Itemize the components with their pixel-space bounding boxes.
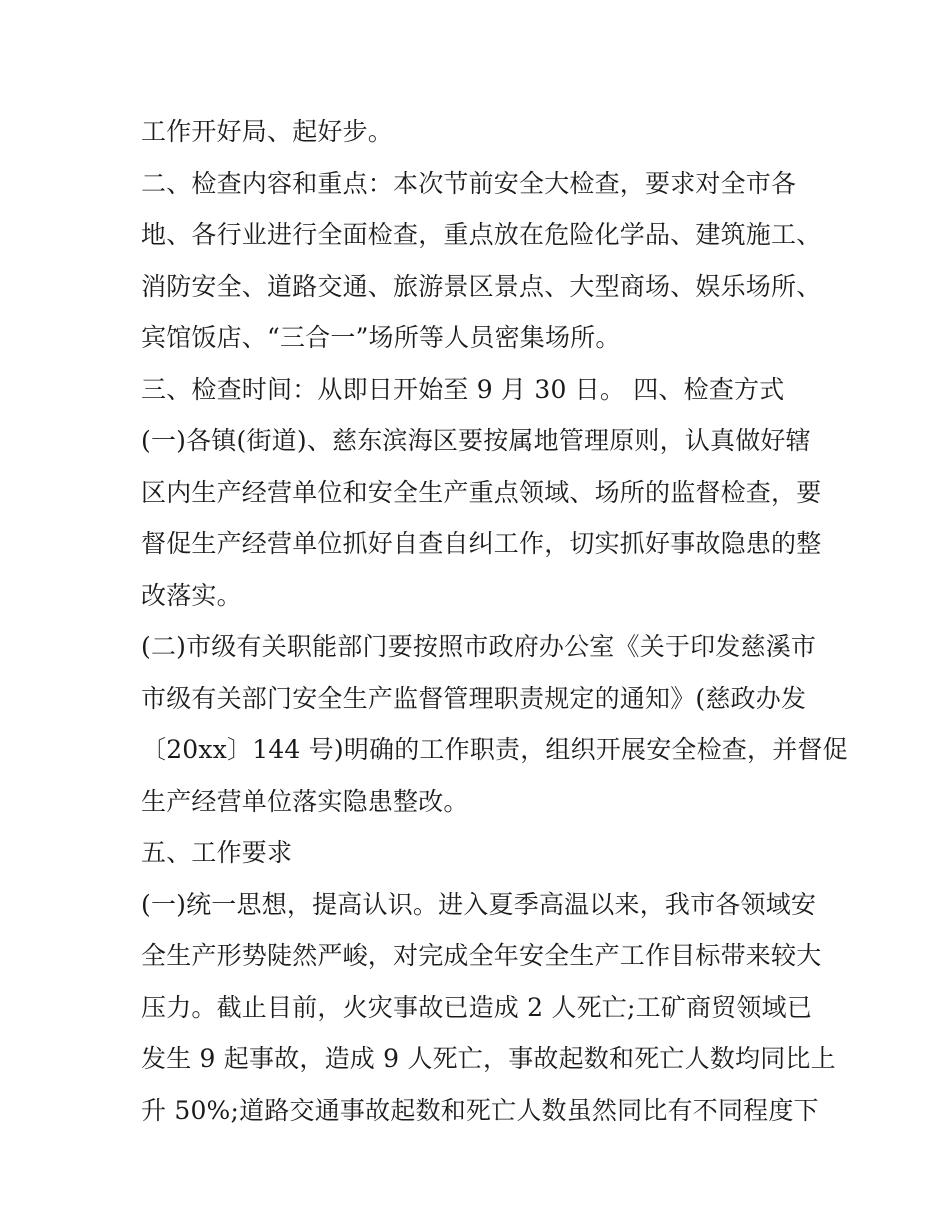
text-line: 地、各行业进行全面检查，重点放在危险化学品、建筑施工、 [141,220,822,249]
text-line: 五、工作要求 [141,838,293,867]
document-body [141,106,848,1136]
text-line: 三、检查时间：从即日开始至 9 月 30 日。 四、检查方式 [141,374,785,404]
text-line: 发生 9 起事故，造成 9 人死亡，事故起数和死亡人数均同比上 [141,1044,836,1073]
text-line: 二、检查内容和重点：本次节前安全大检查，要求对全市各 [141,168,797,198]
text-line: 压力。截止目前，火灾事故已造成 2 人死亡;工矿商贸领域已 [141,992,813,1022]
text-line: (二)市级有关职能部门要按照市政府办公室《关于印发慈溪市 [141,632,817,661]
text-line: 改落实。 [141,580,242,610]
text-line: 工作开好局、起好步。 [141,117,394,146]
text-line: 区内生产经营单位和安全生产重点领域、场所的监督检查，要 [141,477,822,507]
text-line: (一)各镇(街道)、慈东滨海区要按属地管理原则，认真做好辖 [141,426,811,455]
text-line: (一)统一思想，提高认识。进入夏季高温以来，我市各领域安 [141,889,817,919]
text-line: 宾馆饭店、“三合一”场所等人员密集场所。 [141,323,621,352]
text-line: 全生产形势陡然严峻，对完成全年安全生产工作目标带来较大 [141,941,822,970]
text-line: 消防安全、道路交通、旅游景区景点、大型商场、娱乐场所、 [141,271,822,301]
text-line: 市级有关部门安全生产监督管理职责规定的通知》(慈政办发 [141,683,807,713]
text-line: 〔20xx〕144 号)明确的工作职责，组织开展安全检查，并督促 [141,735,848,764]
text-line: 升 50%;道路交通事故起数和死亡人数虽然同比有不同程度下 [141,1095,819,1125]
text-line: 督促生产经营单位抓好自查自纠工作，切实抓好事故隐患的整 [141,529,822,558]
text-line: 生产经营单位落实隐患整改。 [141,786,469,816]
